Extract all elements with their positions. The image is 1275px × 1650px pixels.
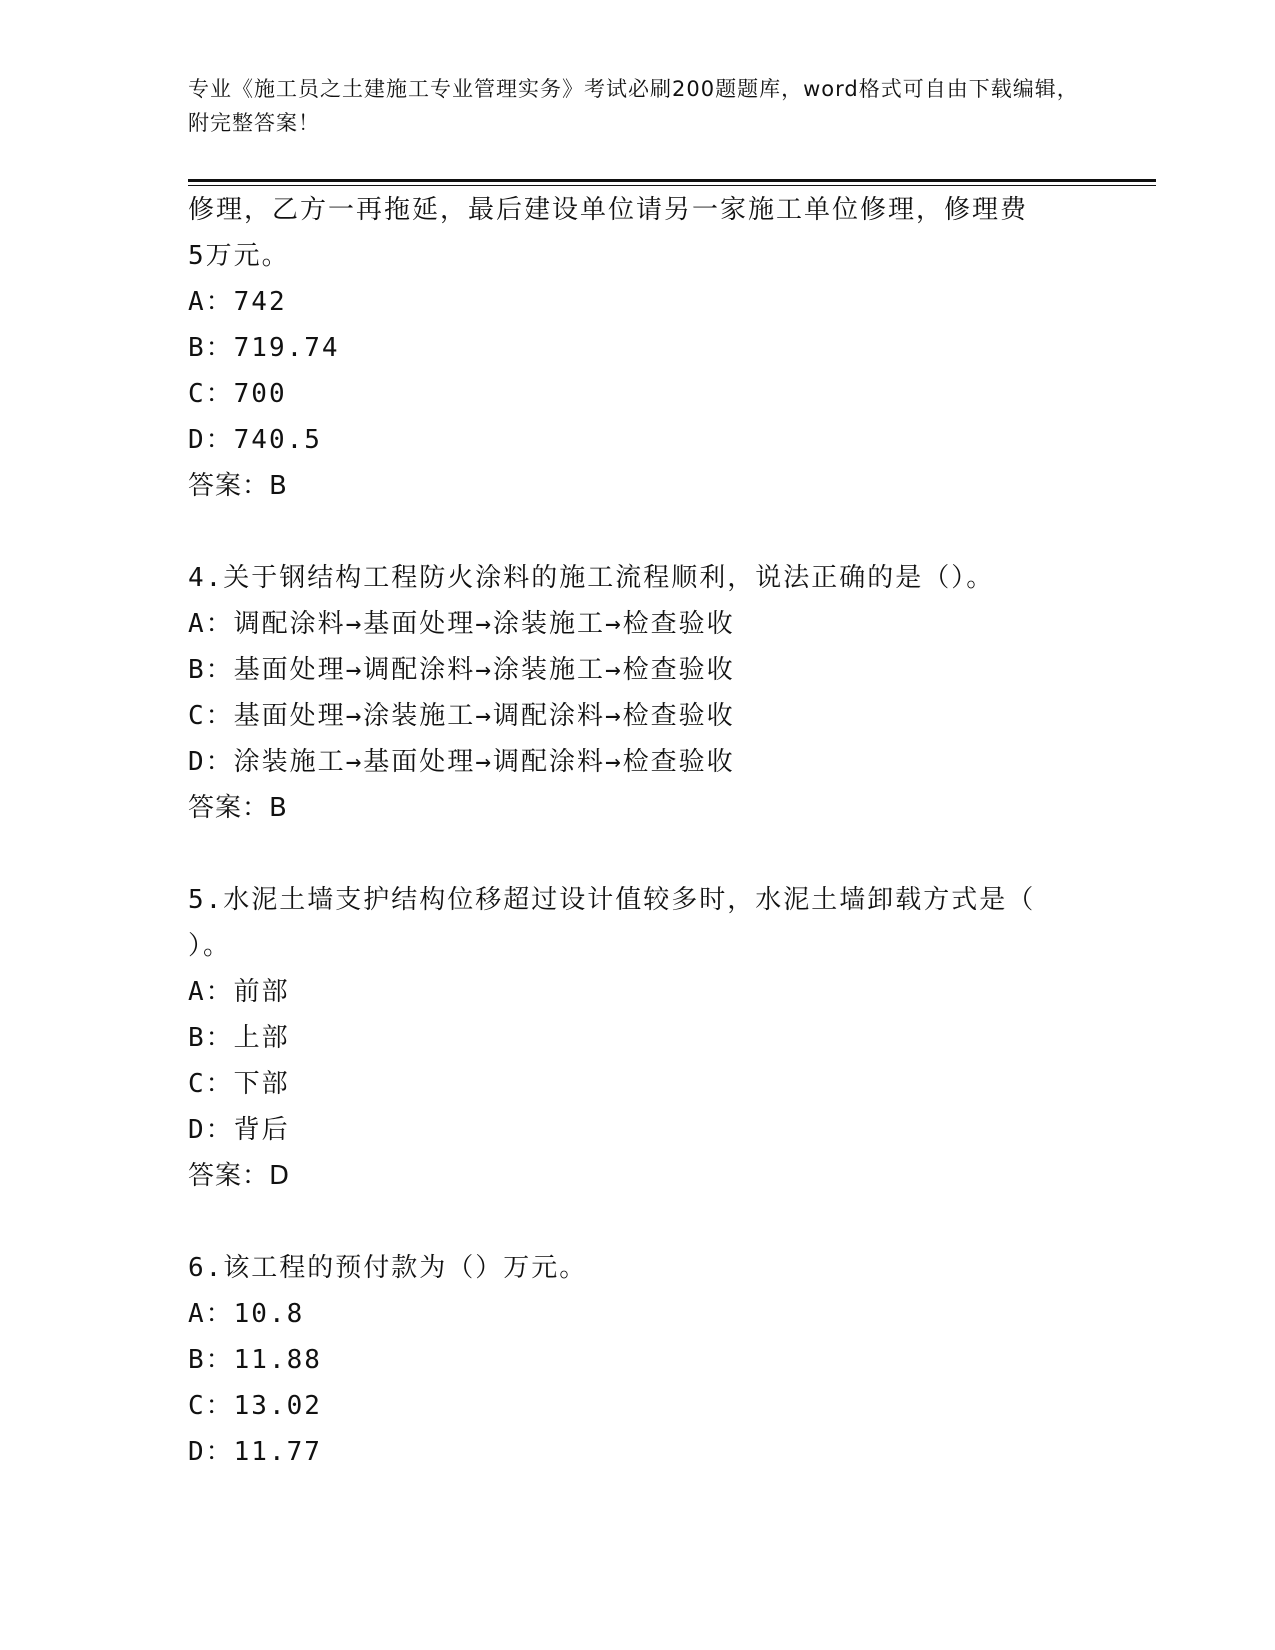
question-stem-line: ）。 — [188, 931, 232, 961]
header-divider-thick — [188, 179, 1156, 182]
question-stem-line: 5万元。 — [188, 241, 290, 271]
option-a: A：742 — [188, 287, 287, 317]
document-header: 专业《施工员之土建施工专业管理实务》考试必刷200题题库，word格式可自由下载编辑，附完整答案！ — [188, 77, 1079, 135]
question-stem-line: 5.水泥土墙支护结构位移超过设计值较多时，水泥土墙卸载方式是（ — [188, 885, 1036, 915]
question-stem: 6.该工程的预付款为（）万元。 — [188, 1253, 588, 1283]
option-d: D：涂装施工→基面处理→调配涂料→检查验收 — [188, 747, 735, 777]
question-3-continuation — [188, 187, 1088, 509]
answer-line: 答案：D — [188, 1161, 291, 1191]
option-a: A：调配涂料→基面处理→涂装施工→检查验收 — [188, 609, 735, 639]
question-5 — [188, 877, 1088, 1199]
option-a: A：前部 — [188, 977, 290, 1007]
option-b: B：719.74 — [188, 333, 340, 363]
answer-line: 答案：B — [188, 471, 288, 501]
option-d: D：11.77 — [188, 1437, 322, 1467]
option-d: D：740.5 — [188, 425, 322, 455]
answer-line: 答案：B — [188, 793, 288, 823]
option-b: B：基面处理→调配涂料→涂装施工→检查验收 — [188, 655, 735, 685]
question-stem-line: 修理，乙方一再拖延，最后建设单位请另一家施工单位修理，修理费 — [188, 195, 1029, 225]
question-content — [188, 187, 1088, 1475]
spacer — [188, 831, 1088, 877]
spacer — [188, 509, 1088, 555]
option-c: C：700 — [188, 379, 287, 409]
option-b: B：上部 — [188, 1023, 290, 1053]
option-d: D：背后 — [188, 1115, 290, 1145]
question-4 — [188, 555, 1088, 831]
option-a: A：10.8 — [188, 1299, 305, 1329]
question-6 — [188, 1245, 1088, 1475]
option-c: C：基面处理→涂装施工→调配涂料→检查验收 — [188, 701, 735, 731]
spacer — [188, 1199, 1088, 1245]
option-c: C：13.02 — [188, 1391, 322, 1421]
header-divider-thin — [188, 185, 1156, 186]
option-c: C：下部 — [188, 1069, 290, 1099]
question-stem: 4.关于钢结构工程防火涂料的施工流程顺利，说法正确的是（）。 — [188, 563, 995, 593]
option-b: B：11.88 — [188, 1345, 322, 1375]
